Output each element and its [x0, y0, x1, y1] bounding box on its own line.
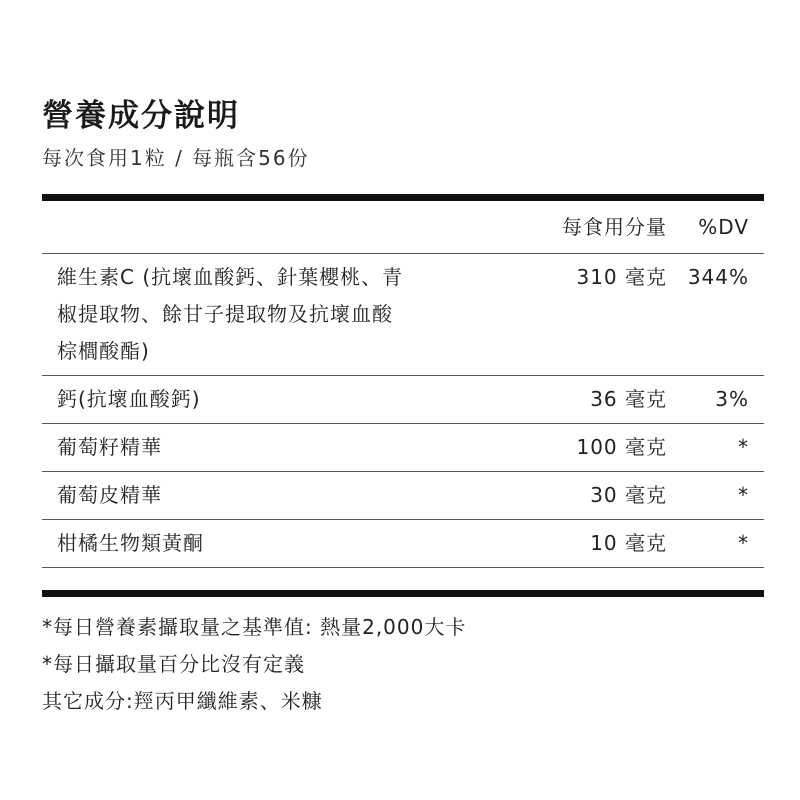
table-row [42, 254, 764, 376]
ingredient-dv: * [738, 483, 749, 507]
nutrition-panel [42, 96, 764, 720]
ingredient-amount: 310 毫克 [576, 265, 667, 289]
ingredient-amount: 10 毫克 [590, 531, 667, 555]
ingredient-amount: 100 毫克 [576, 435, 667, 459]
ingredient-dv: 344% [687, 265, 749, 289]
ingredient-dv: * [738, 435, 749, 459]
ingredient-name [42, 520, 487, 567]
footnotes [42, 609, 764, 720]
ingredient-name-line: 葡萄皮精華 [57, 483, 162, 507]
bottom-divider [42, 590, 764, 597]
footnote-daily-value-basis: *每日營養素攝取量之基準值: 熱量2,000大卡 [42, 615, 467, 639]
ingredient-name [42, 424, 487, 471]
ingredient-name [42, 376, 487, 423]
ingredient-name [42, 254, 487, 375]
table-row [42, 472, 764, 520]
other-ingredients: 其它成分:羥丙甲纖維素、米糠 [42, 689, 323, 713]
ingredient-name [42, 472, 487, 519]
header-dv: %DV [698, 214, 749, 239]
ingredient-name-line: 柑橘生物類黃酮 [57, 531, 204, 555]
page-title: 營養成分說明 [42, 98, 240, 134]
ingredient-dv: * [738, 531, 749, 555]
table-row [42, 520, 764, 568]
table-header [42, 201, 764, 254]
serving-info: 每次食用1粒 / 每瓶含56份 [42, 146, 310, 170]
top-divider [42, 194, 764, 201]
table-row [42, 376, 764, 424]
ingredient-amount: 36 毫克 [590, 387, 667, 411]
ingredient-dv: 3% [715, 387, 749, 411]
ingredient-name-line: 葡萄籽精華 [57, 435, 162, 459]
ingredient-name-line: 維生素C (抗壞血酸鈣、針葉櫻桃、青 [57, 265, 404, 289]
ingredient-name-line: 棕櫚酸酯) [57, 339, 150, 363]
ingredient-amount: 30 毫克 [590, 483, 667, 507]
ingredient-name-line: 鈣(抗壞血酸鈣) [57, 387, 201, 411]
footnote-undefined-dv: *每日攝取量百分比沒有定義 [42, 652, 305, 676]
table-row [42, 424, 764, 472]
header-amount: 每食用分量 [562, 214, 667, 239]
ingredient-name-line: 椒提取物、餘甘子提取物及抗壞血酸 [57, 302, 393, 326]
